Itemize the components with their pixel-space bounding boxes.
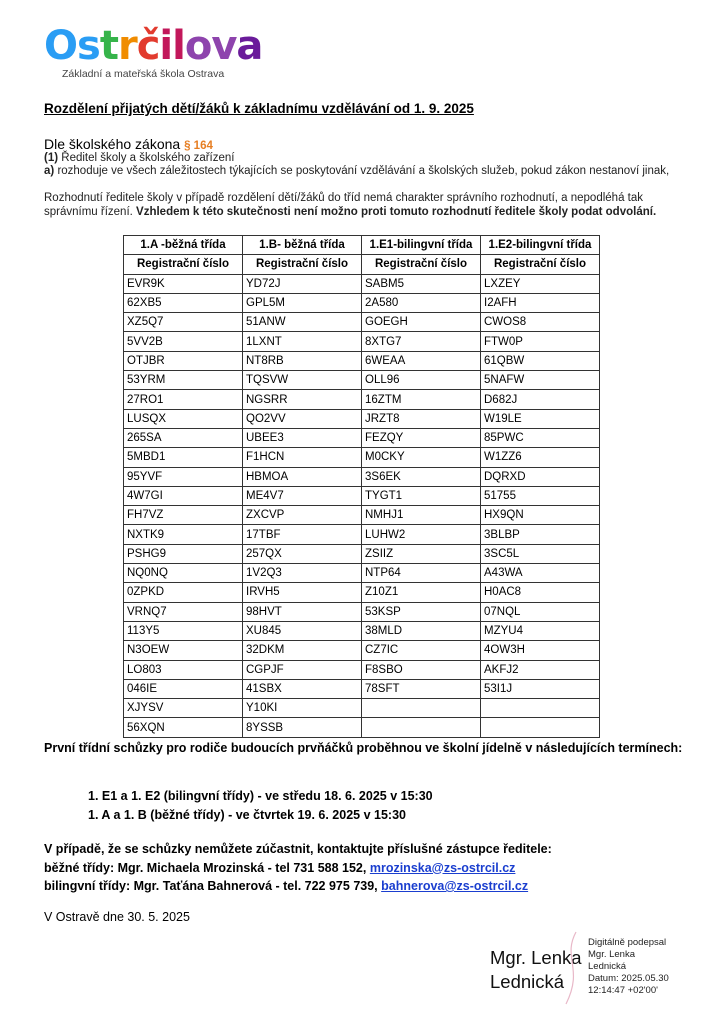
registration-code-cell: 62XB5 <box>124 293 243 312</box>
registration-code-cell: 51755 <box>481 486 600 505</box>
table-row <box>124 583 600 602</box>
signature-metadata <box>588 937 669 997</box>
registration-code-cell: 5VV2B <box>124 332 243 351</box>
registration-code-cell: A43WA <box>481 564 600 583</box>
meeting-item-regular: 1. A a 1. B (běžné třídy) - ve čtvrtek 19. 6. 2025 v 15:30 <box>88 808 406 822</box>
registration-code-cell: 1LXNT <box>243 332 362 351</box>
table-row <box>124 371 600 390</box>
registration-code-cell: H0AC8 <box>481 583 600 602</box>
table-row <box>124 525 600 544</box>
registration-code-cell: DQRXD <box>481 467 600 486</box>
logo-letter: s <box>77 23 100 69</box>
registration-code-cell: HBMOA <box>243 467 362 486</box>
registration-code-cell: 32DKM <box>243 641 362 660</box>
logo-letter: i <box>159 23 173 69</box>
registration-code-cell: ZXCVP <box>243 506 362 525</box>
registration-code-cell: NQ0NQ <box>124 564 243 583</box>
registration-code-cell: NGSRR <box>243 390 362 409</box>
registration-code-cell: 5NAFW <box>481 371 600 390</box>
registration-code-cell: Z10Z1 <box>362 583 481 602</box>
registration-code-cell: 1V2Q3 <box>243 564 362 583</box>
table-row <box>124 293 600 312</box>
registration-code-cell: CGPJF <box>243 660 362 679</box>
table-row <box>124 313 600 332</box>
registration-code-cell: NT8RB <box>243 351 362 370</box>
registration-code-cell: 53KSP <box>362 602 481 621</box>
law-text: Dle školského zákona <box>44 136 181 152</box>
registration-code-cell: 3SC5L <box>481 544 600 563</box>
registration-code-cell: 5MBD1 <box>124 448 243 467</box>
registration-code-cell: 98HVT <box>243 602 362 621</box>
registration-code-cell: YD72J <box>243 274 362 293</box>
table-row <box>124 390 600 409</box>
contact-regular <box>44 859 552 878</box>
registration-code-cell: 07NQL <box>481 602 600 621</box>
registration-code-cell: LO803 <box>124 660 243 679</box>
logo-subtitle: Základní a mateřská škola Ostrava <box>62 68 225 80</box>
registration-code-cell: ZSIIZ <box>362 544 481 563</box>
registration-code-cell: 113Y5 <box>124 621 243 640</box>
header-class-1b: 1.B- běžná třída <box>243 236 362 255</box>
logo-letter: O <box>44 23 78 69</box>
table-row <box>124 351 600 370</box>
registration-code-cell: OTJBR <box>124 351 243 370</box>
logo-letter: v <box>211 23 237 69</box>
logo-letter: a <box>236 23 263 69</box>
meeting-list <box>88 787 433 825</box>
registration-code-cell: EVR9K <box>124 274 243 293</box>
logo-letter: č <box>136 23 160 69</box>
table-header-row <box>124 236 600 255</box>
contact-bilingual-text: bilingvní třídy: Mgr. Taťána Bahnerová - tel. 722 975 739, <box>44 879 378 893</box>
signature-meta-line: 12:14:47 +02'00' <box>588 985 658 996</box>
email-link-mrozinska[interactable]: mrozinska@zs-ostrcil.cz <box>369 860 516 875</box>
paragraph-1-number: (1) <box>44 152 59 164</box>
logo-letter: t <box>99 23 118 69</box>
meeting-intro: První třídní schůzky pro rodiče budoucích prvňáčků proběhnou ve školní jídelně v následujících termínech: <box>44 741 683 755</box>
registration-code-cell: 16ZTM <box>362 390 481 409</box>
contact-bilingual <box>44 877 552 896</box>
logo-letter: r <box>117 23 137 69</box>
registration-code-cell: CZ7IC <box>362 641 481 660</box>
table-row <box>124 660 600 679</box>
registration-code-cell: ME4V7 <box>243 486 362 505</box>
registration-code-cell: N3OEW <box>124 641 243 660</box>
registration-code-cell: LXZEY <box>481 274 600 293</box>
registration-code-cell: CWOS8 <box>481 313 600 332</box>
paragraph-3 <box>44 192 684 219</box>
signature-meta-line: Datum: 2025.05.30 <box>588 973 669 984</box>
registration-code-cell: HX9QN <box>481 506 600 525</box>
header-class-1e2: 1.E2-bilingvní třída <box>481 236 600 255</box>
paragraph-2-letter: a) <box>44 165 55 177</box>
registration-code-cell: UBEE3 <box>243 428 362 447</box>
registration-code-cell: 4OW3H <box>481 641 600 660</box>
registration-table <box>123 235 600 738</box>
registration-code-cell: 0ZPKD <box>124 583 243 602</box>
paragraph-3-text: Rozhodnutí ředitele školy v případě rozdělení dětí/žáků do tříd nemá charakter správního rozhodnutí, a nepodléhá tak správnímu řízení. <box>44 192 644 218</box>
registration-code-cell <box>481 718 600 737</box>
table-row <box>124 506 600 525</box>
table-subheader-row <box>124 255 600 274</box>
registration-code-cell: Y10KI <box>243 699 362 718</box>
law-reference <box>44 136 213 152</box>
registration-code-cell: IRVH5 <box>243 583 362 602</box>
paragraph-2 <box>44 165 684 179</box>
registration-code-cell <box>362 699 481 718</box>
signature-meta-line: Mgr. Lenka <box>588 949 635 960</box>
registration-code-cell: F1HCN <box>243 448 362 467</box>
registration-code-cell: 53I1J <box>481 679 600 698</box>
registration-code-cell: 046IE <box>124 679 243 698</box>
meeting-item-bilingual: 1. E1 a 1. E2 (bilingvní třídy) - ve středu 18. 6. 2025 v 15:30 <box>88 789 433 803</box>
logo-letter: o <box>184 23 212 69</box>
registration-code-cell <box>481 699 600 718</box>
table-row <box>124 699 600 718</box>
registration-code-cell: QO2VV <box>243 409 362 428</box>
subheader-cell: Registrační číslo <box>481 255 600 274</box>
registration-code-cell: 53YRM <box>124 371 243 390</box>
registration-code-cell: LUHW2 <box>362 525 481 544</box>
table-row <box>124 602 600 621</box>
registration-code-cell: 51ANW <box>243 313 362 332</box>
registration-code-cell: 4W7GI <box>124 486 243 505</box>
table-row <box>124 564 600 583</box>
subheader-cell: Registrační číslo <box>362 255 481 274</box>
header-class-1e1: 1.E1-bilingvní třída <box>362 236 481 255</box>
table-row <box>124 467 600 486</box>
paragraph-1-text: Ředitel školy a školského zařízení <box>61 152 235 164</box>
registration-code-cell: 27RO1 <box>124 390 243 409</box>
registration-code-cell: 61QBW <box>481 351 600 370</box>
registration-code-cell: NTP64 <box>362 564 481 583</box>
contact-regular-text: běžné třídy: Mgr. Michaela Mrozinská - tel 731 588 152, <box>44 860 367 875</box>
table-row <box>124 641 600 660</box>
registration-code-cell: XU845 <box>243 621 362 640</box>
signature-meta-line: Digitálně podepsal <box>588 937 667 948</box>
registration-code-cell: VRNQ7 <box>124 602 243 621</box>
registration-code-cell: FTW0P <box>481 332 600 351</box>
registration-code-cell: 265SA <box>124 428 243 447</box>
registration-code-cell: OLL96 <box>362 371 481 390</box>
table-body <box>124 274 600 737</box>
signature-name-line1: Mgr. Lenka <box>490 947 582 968</box>
registration-code-cell: W19LE <box>481 409 600 428</box>
contact-intro: V případě, že se schůzky nemůžete zúčastnit, kontaktujte příslušné zástupce ředitele: <box>44 842 552 856</box>
registration-code-cell: XJYSV <box>124 699 243 718</box>
registration-code-cell: NMHJ1 <box>362 506 481 525</box>
registration-code-cell: FEZQY <box>362 428 481 447</box>
registration-code-cell: AKFJ2 <box>481 660 600 679</box>
table-row <box>124 448 600 467</box>
registration-code-cell: 17TBF <box>243 525 362 544</box>
registration-code-cell: 257QX <box>243 544 362 563</box>
registration-code-cell: 8XTG7 <box>362 332 481 351</box>
registration-code-cell: FH7VZ <box>124 506 243 525</box>
registration-code-cell: F8SBO <box>362 660 481 679</box>
registration-code-cell: TYGT1 <box>362 486 481 505</box>
subheader-cell: Registrační číslo <box>124 255 243 274</box>
logo-letter: l <box>172 23 185 69</box>
subheader-cell: Registrační číslo <box>243 255 362 274</box>
registration-code-cell: 85PWC <box>481 428 600 447</box>
table-row <box>124 332 600 351</box>
registration-code-cell: MZYU4 <box>481 621 600 640</box>
table-row <box>124 718 600 737</box>
registration-code-cell <box>362 718 481 737</box>
registration-code-cell: TQSVW <box>243 371 362 390</box>
registration-code-cell: I2AFH <box>481 293 600 312</box>
registration-code-cell: 38MLD <box>362 621 481 640</box>
registration-code-cell: 6WEAA <box>362 351 481 370</box>
registration-code-cell: 78SFT <box>362 679 481 698</box>
registration-code-cell: NXTK9 <box>124 525 243 544</box>
header-class-1a: 1.A -běžná třída <box>124 236 243 255</box>
paragraph-1 <box>44 152 684 166</box>
table-row <box>124 544 600 563</box>
registration-code-cell: M0CKY <box>362 448 481 467</box>
registration-code-cell: 41SBX <box>243 679 362 698</box>
table-row <box>124 486 600 505</box>
registration-code-cell: PSHG9 <box>124 544 243 563</box>
signature-meta-line: Lednická <box>588 961 627 972</box>
paragraph-2-text: rozhoduje ve všech záležitostech týkajících se poskytování vzdělávání a školských služeb, pokud zákon nestanoví jinak, <box>57 165 670 177</box>
table-row <box>124 679 600 698</box>
table-row <box>124 409 600 428</box>
registration-code-cell: GPL5M <box>243 293 362 312</box>
registration-code-cell: 3BLBP <box>481 525 600 544</box>
registration-code-cell: 3S6EK <box>362 467 481 486</box>
table-row <box>124 428 600 447</box>
registration-code-cell: D682J <box>481 390 600 409</box>
school-logo <box>44 22 262 80</box>
law-section: § 164 <box>184 140 213 152</box>
registration-code-cell: 95YVF <box>124 467 243 486</box>
email-link-bahnerova[interactable]: bahnerova@zs-ostrcil.cz <box>381 879 529 893</box>
registration-code-cell: GOEGH <box>362 313 481 332</box>
document-heading: Rozdělení přijatých dětí/žáků k základnímu vzdělávání od 1. 9. 2025 <box>44 101 474 116</box>
contact-block <box>44 840 552 896</box>
place-date: V Ostravě dne 30. 5. 2025 <box>44 910 190 924</box>
registration-code-cell: 56XQN <box>124 718 243 737</box>
registration-code-cell: LUSQX <box>124 409 243 428</box>
logo-wordmark <box>44 22 262 70</box>
registration-code-cell: XZ5Q7 <box>124 313 243 332</box>
registration-code-cell: W1ZZ6 <box>481 448 600 467</box>
registration-code-cell: SABM5 <box>362 274 481 293</box>
registration-code-cell: JRZT8 <box>362 409 481 428</box>
paragraph-3-bold: Vzhledem k této skutečnosti není možno proti tomuto rozhodnutí ředitele školy podat odvolání. <box>136 205 657 218</box>
signature-flourish-icon <box>556 928 586 1008</box>
registration-code-cell: 2A580 <box>362 293 481 312</box>
table-row <box>124 621 600 640</box>
table-row <box>124 274 600 293</box>
signature-name-line2: Lednická <box>490 971 565 992</box>
registration-code-cell: 8YSSB <box>243 718 362 737</box>
